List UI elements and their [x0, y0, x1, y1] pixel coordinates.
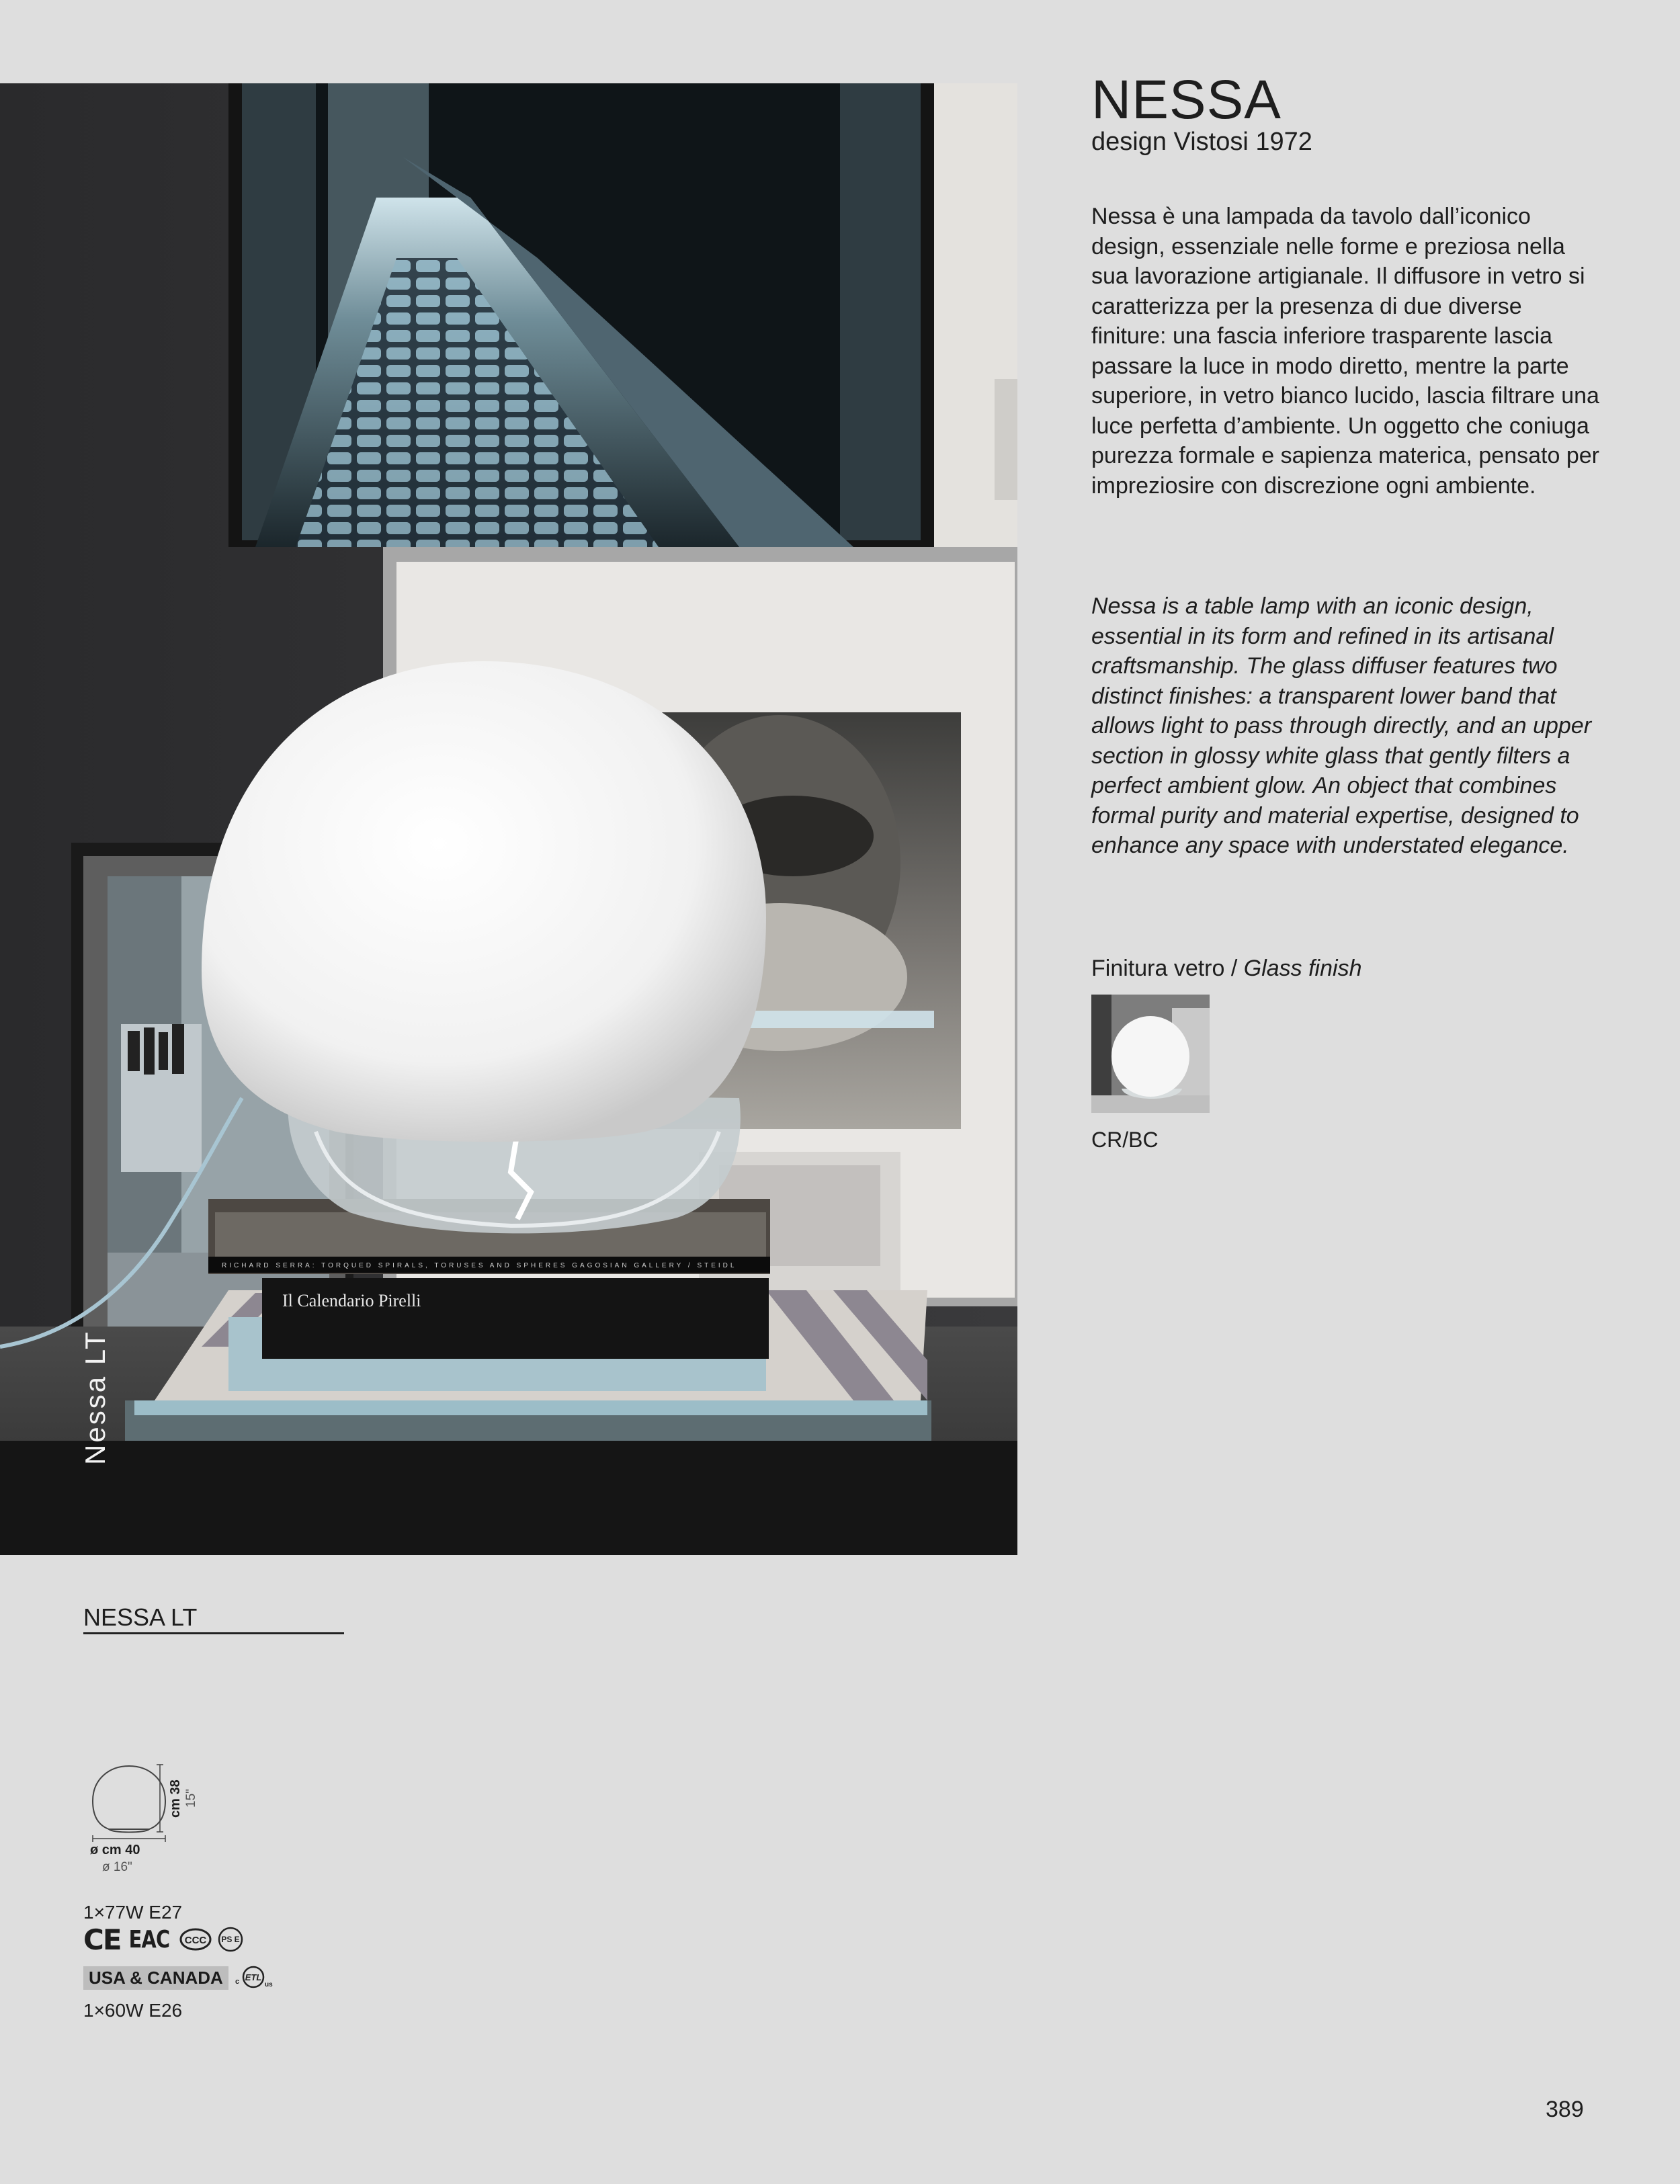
etl-mark-text: ETL	[245, 1972, 262, 1982]
product-photo	[0, 83, 1017, 1555]
etl-c-text: c	[235, 1978, 240, 1986]
bulb-spec-us: 1×60W E26	[83, 2000, 183, 2021]
region-badge: USA & CANADA	[83, 1966, 228, 1990]
finish-label-en: Glass finish	[1243, 956, 1362, 981]
diameter-cm: ø cm 40	[90, 1843, 140, 1857]
description-italian: Nessa è una lampada da tavolo dall’iconico design, essenziale nelle forme e preziosa nella sua lavorazione artigianale. Il diffusore in vetro si caratterizza per la presenza di due diverse finiture: una fascia inferiore trasparente lascia passare la luce in modo diretto, mentre la parte superiore, in vetro bianco lucido, lascia filtrare una luce perfetta d’ambiente. Un oggetto che coniuga purezza formale e sapienza materica, pensato per impreziosire con discrezione ogni ambiente.	[1091, 204, 1599, 499]
designer-subtitle: design Vistosi 1972	[1091, 128, 1312, 156]
photo-caption: Nessa LT	[79, 1330, 111, 1465]
finish-label-sep: /	[1224, 956, 1244, 981]
finish-label	[1091, 956, 1361, 982]
diameter-inches: ø 16"	[102, 1860, 132, 1874]
bulb-spec-eu: 1×77W E27	[83, 1902, 183, 1923]
product-title: NESSA	[1091, 69, 1282, 130]
lamp-dimension-diagram	[81, 1754, 215, 1882]
certification-marks	[83, 1925, 244, 1954]
alley-print	[228, 83, 1017, 547]
book-serra-spine: RICHARD SERRA: TORQUED SPIRALS, TORUSES AND SPHERES GAGOSIAN GALLERY / STEIDL	[222, 1262, 737, 1269]
height-inches: 15"	[184, 1789, 198, 1808]
pse-mark-text: PS E	[221, 1935, 241, 1944]
ccc-mark-icon	[179, 1927, 212, 1951]
etl-us-text: us	[265, 1981, 273, 1988]
ccc-mark-text: CCC	[185, 1935, 207, 1946]
finish-code: CR/BC	[1091, 1128, 1159, 1152]
ce-mark-icon: CE	[83, 1923, 121, 1956]
page-number: 389	[1546, 2097, 1584, 2122]
book-pirelli-title: Il Calendario Pirelli	[282, 1291, 421, 1310]
eac-mark-icon: EAC	[128, 1925, 169, 1954]
etl-listed-icon	[231, 1964, 276, 1990]
finish-swatch-crbc	[1091, 995, 1210, 1113]
height-cm: cm 38	[168, 1779, 183, 1818]
book-pirelli	[262, 1278, 769, 1359]
finish-label-it: Finitura vetro	[1091, 956, 1225, 981]
product-model-name: NESSA LT	[83, 1603, 198, 1631]
description-english: Nessa is a table lamp with an iconic design, essential in its form and refined in its artisanal craftsmanship. The glass diffuser features two distinct finishes: a transparent lower band that allows light to pass through directly, and an upper section in glossy white glass that gently filters a perfect ambient glow. An object that combines formal purity and material expertise, designed to enhance any space with understated elegance.	[1091, 593, 1592, 858]
product-underline	[83, 1632, 344, 1634]
pse-mark-icon	[217, 1926, 244, 1953]
